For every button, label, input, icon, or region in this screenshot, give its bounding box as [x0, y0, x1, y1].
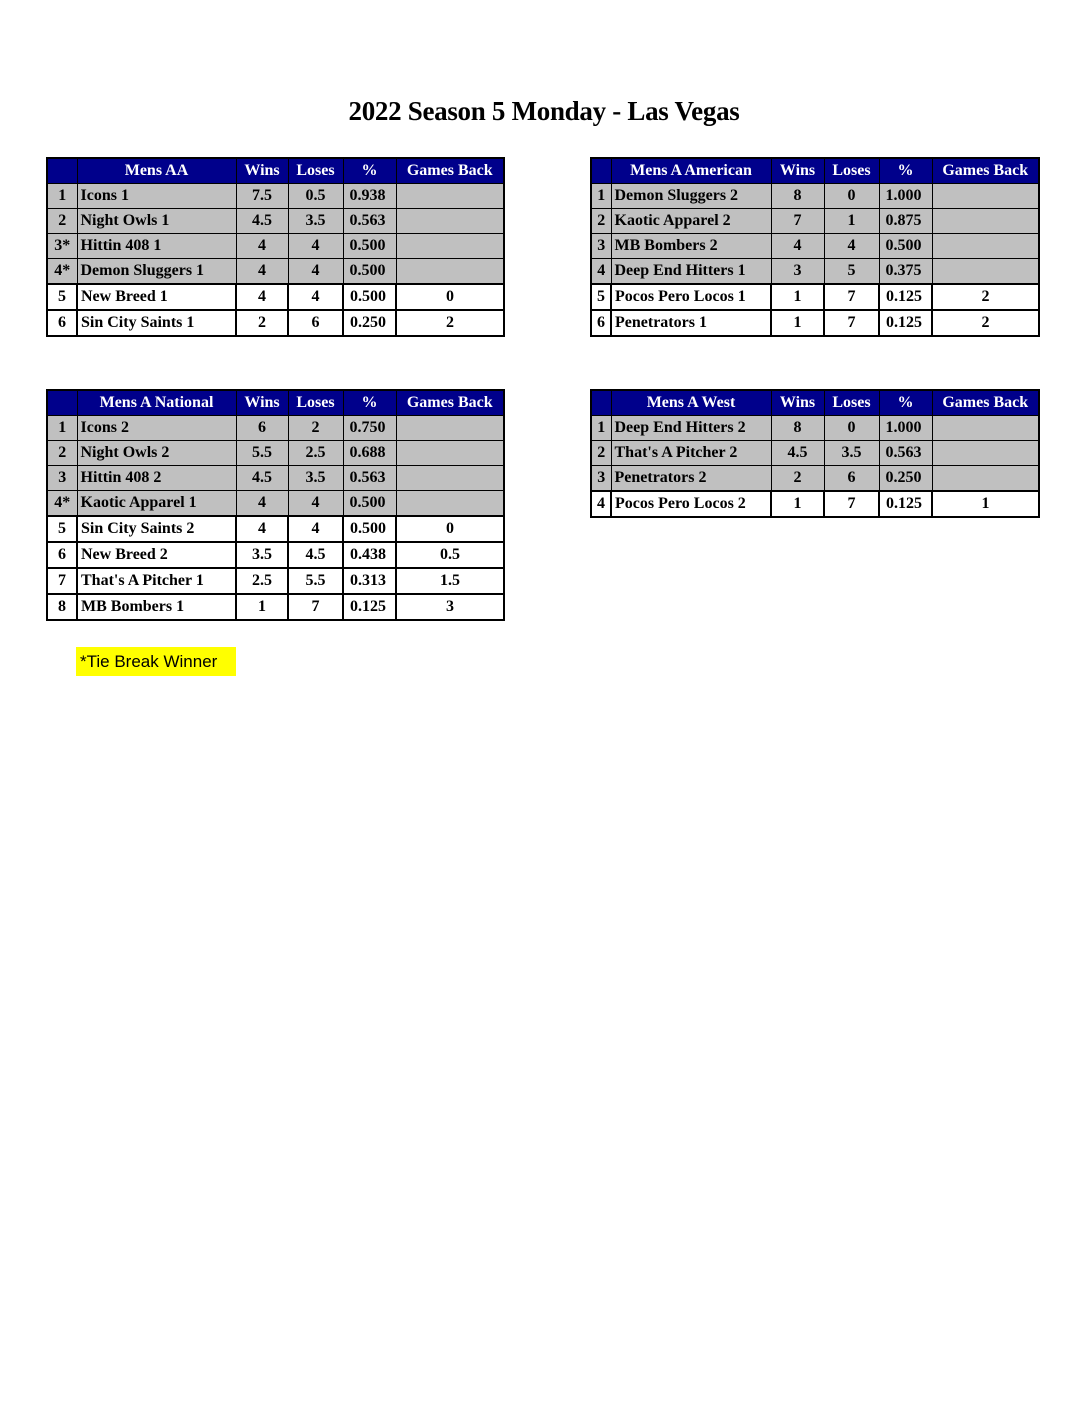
rank-cell: 3: [591, 466, 611, 492]
wins-cell: 4: [236, 259, 288, 285]
pct-cell: 0.375: [879, 259, 932, 285]
wins-header: Wins: [771, 158, 824, 184]
table-row: [47, 259, 504, 285]
wins-cell: 1: [771, 284, 824, 310]
wins-header: Wins: [236, 158, 288, 184]
pct-header: %: [879, 158, 932, 184]
games-back-cell: 0: [396, 516, 504, 542]
rank-header: [47, 390, 77, 416]
loses-cell: 6: [288, 310, 343, 336]
table-row: [47, 516, 504, 542]
games-back-cell: [932, 466, 1039, 492]
loses-cell: 5: [824, 259, 879, 285]
wins-cell: 4: [236, 284, 288, 310]
loses-cell: 6: [824, 466, 879, 492]
games-back-cell: [932, 209, 1039, 234]
loses-cell: 4.5: [288, 542, 343, 568]
wins-cell: 6: [236, 416, 288, 441]
team-name-cell: MB Bombers 2: [611, 234, 771, 259]
loses-cell: 0: [824, 416, 879, 441]
team-name-cell: Demon Sluggers 2: [611, 184, 771, 209]
games-back-cell: 0.5: [396, 542, 504, 568]
loses-cell: 4: [288, 516, 343, 542]
wins-cell: 2: [771, 466, 824, 492]
rank-cell: 1: [591, 184, 611, 209]
games-back-cell: [932, 234, 1039, 259]
team-name-cell: Hittin 408 2: [77, 466, 236, 491]
rank-cell: 2: [47, 209, 77, 234]
pct-cell: 0.125: [343, 594, 396, 620]
games-back-cell: [932, 441, 1039, 466]
rank-cell: 7: [47, 568, 77, 594]
table-row: [591, 441, 1039, 466]
games-back-header: Games Back: [932, 390, 1039, 416]
team-name-cell: Kaotic Apparel 2: [611, 209, 771, 234]
pct-header: %: [343, 158, 396, 184]
wins-cell: 4.5: [236, 209, 288, 234]
pct-cell: 0.563: [879, 441, 932, 466]
table-row: [47, 568, 504, 594]
rank-cell: 6: [47, 542, 77, 568]
games-back-cell: 2: [932, 310, 1039, 336]
table-row: [47, 234, 504, 259]
pct-cell: 0.250: [343, 310, 396, 336]
table-row: [591, 259, 1039, 285]
division-name: Mens A West: [611, 390, 771, 416]
team-name-cell: Pocos Pero Locos 2: [611, 491, 771, 517]
rank-header: [591, 390, 611, 416]
pct-cell: 0.125: [879, 310, 932, 336]
table-row: [47, 416, 504, 441]
games-back-cell: [396, 259, 504, 285]
pct-cell: 0.125: [879, 491, 932, 517]
wins-cell: 2: [236, 310, 288, 336]
table-row: [47, 310, 504, 336]
loses-header: Loses: [288, 390, 343, 416]
rank-cell: 2: [47, 441, 77, 466]
games-back-cell: [396, 491, 504, 517]
pct-cell: 0.500: [343, 516, 396, 542]
team-name-cell: Penetrators 2: [611, 466, 771, 492]
loses-cell: 2: [288, 416, 343, 441]
wins-cell: 7.5: [236, 184, 288, 209]
table-row: [591, 209, 1039, 234]
team-name-cell: That's A Pitcher 1: [77, 568, 236, 594]
pct-cell: 0.563: [343, 466, 396, 491]
loses-header: Loses: [824, 390, 879, 416]
table-header-row: [47, 390, 504, 416]
loses-cell: 0: [824, 184, 879, 209]
team-name-cell: Penetrators 1: [611, 310, 771, 336]
games-back-header: Games Back: [396, 390, 504, 416]
pct-cell: 0.938: [343, 184, 396, 209]
rank-cell: 4: [591, 259, 611, 285]
rank-cell: 5: [591, 284, 611, 310]
team-name-cell: Deep End Hitters 2: [611, 416, 771, 441]
pct-cell: 0.500: [879, 234, 932, 259]
pct-cell: 0.750: [343, 416, 396, 441]
loses-cell: 1: [824, 209, 879, 234]
games-back-cell: [396, 416, 504, 441]
loses-cell: 3.5: [288, 466, 343, 491]
wins-cell: 4.5: [236, 466, 288, 491]
wins-cell: 3: [771, 259, 824, 285]
wins-cell: 4: [236, 491, 288, 517]
rank-cell: 6: [591, 310, 611, 336]
pct-cell: 0.563: [343, 209, 396, 234]
pct-cell: 1.000: [879, 416, 932, 441]
loses-cell: 2.5: [288, 441, 343, 466]
standings-table-mens-aa: [46, 157, 505, 337]
wins-cell: 1: [236, 594, 288, 620]
team-name-cell: New Breed 1: [77, 284, 236, 310]
wins-cell: 2.5: [236, 568, 288, 594]
wins-cell: 5.5: [236, 441, 288, 466]
team-name-cell: Deep End Hitters 1: [611, 259, 771, 285]
table-row: [47, 491, 504, 517]
wins-cell: 7: [771, 209, 824, 234]
games-back-cell: [932, 184, 1039, 209]
rank-cell: 6: [47, 310, 77, 336]
division-name: Mens A National: [77, 390, 236, 416]
loses-header: Loses: [288, 158, 343, 184]
table-row: [47, 184, 504, 209]
pct-cell: 0.500: [343, 491, 396, 517]
team-name-cell: Icons 2: [77, 416, 236, 441]
loses-header: Loses: [824, 158, 879, 184]
pct-cell: 0.500: [343, 259, 396, 285]
loses-cell: 4: [288, 234, 343, 259]
rank-cell: 3*: [47, 234, 77, 259]
rank-cell: 5: [47, 284, 77, 310]
loses-cell: 7: [824, 491, 879, 517]
games-back-cell: [396, 441, 504, 466]
wins-cell: 1: [771, 491, 824, 517]
team-name-cell: MB Bombers 1: [77, 594, 236, 620]
rank-cell: 3: [47, 466, 77, 491]
pct-header: %: [343, 390, 396, 416]
games-back-cell: 3: [396, 594, 504, 620]
pct-cell: 0.875: [879, 209, 932, 234]
team-name-cell: Icons 1: [77, 184, 236, 209]
loses-cell: 7: [288, 594, 343, 620]
rank-header: [591, 158, 611, 184]
table-row: [47, 441, 504, 466]
table-row: [47, 284, 504, 310]
wins-cell: 1: [771, 310, 824, 336]
rank-cell: 1: [47, 184, 77, 209]
table-row: [591, 234, 1039, 259]
loses-cell: 3.5: [824, 441, 879, 466]
division-name: Mens A American: [611, 158, 771, 184]
loses-cell: 4: [288, 491, 343, 517]
table-row: [591, 416, 1039, 441]
games-back-cell: 2: [396, 310, 504, 336]
table-row: [47, 209, 504, 234]
loses-cell: 7: [824, 310, 879, 336]
team-name-cell: Kaotic Apparel 1: [77, 491, 236, 517]
games-back-cell: 1.5: [396, 568, 504, 594]
team-name-cell: Sin City Saints 1: [77, 310, 236, 336]
team-name-cell: Sin City Saints 2: [77, 516, 236, 542]
loses-cell: 0.5: [288, 184, 343, 209]
table-row: [591, 466, 1039, 492]
loses-cell: 7: [824, 284, 879, 310]
wins-header: Wins: [236, 390, 288, 416]
wins-cell: 4: [236, 234, 288, 259]
rank-cell: 2: [591, 441, 611, 466]
wins-header: Wins: [771, 390, 824, 416]
rank-cell: 1: [47, 416, 77, 441]
team-name-cell: Pocos Pero Locos 1: [611, 284, 771, 310]
loses-cell: 4: [288, 284, 343, 310]
pct-cell: 0.688: [343, 441, 396, 466]
team-name-cell: Night Owls 2: [77, 441, 236, 466]
loses-cell: 4: [824, 234, 879, 259]
pct-cell: 0.250: [879, 466, 932, 492]
rank-cell: 1: [591, 416, 611, 441]
rank-cell: 3: [591, 234, 611, 259]
team-name-cell: New Breed 2: [77, 542, 236, 568]
team-name-cell: That's A Pitcher 2: [611, 441, 771, 466]
pct-cell: 0.125: [879, 284, 932, 310]
games-back-cell: [932, 416, 1039, 441]
loses-cell: 5.5: [288, 568, 343, 594]
games-back-cell: 2: [932, 284, 1039, 310]
rank-cell: 4*: [47, 491, 77, 517]
wins-cell: 4: [771, 234, 824, 259]
pct-cell: 0.313: [343, 568, 396, 594]
pct-cell: 0.438: [343, 542, 396, 568]
pct-cell: 0.500: [343, 234, 396, 259]
games-back-cell: [396, 234, 504, 259]
games-back-header: Games Back: [396, 158, 504, 184]
page-title: 2022 Season 5 Monday - Las Vegas: [348, 96, 740, 126]
games-back-cell: 0: [396, 284, 504, 310]
table-row: [47, 542, 504, 568]
team-name-cell: Demon Sluggers 1: [77, 259, 236, 285]
table-row: [591, 184, 1039, 209]
rank-header: [47, 158, 77, 184]
games-back-cell: [396, 209, 504, 234]
games-back-cell: [932, 259, 1039, 285]
loses-cell: 3.5: [288, 209, 343, 234]
pct-cell: 1.000: [879, 184, 932, 209]
table-header-row: [591, 158, 1039, 184]
wins-cell: 4: [236, 516, 288, 542]
table-row: [591, 310, 1039, 336]
rank-cell: 2: [591, 209, 611, 234]
table-row: [47, 466, 504, 491]
division-name: Mens AA: [77, 158, 236, 184]
games-back-header: Games Back: [932, 158, 1039, 184]
standings-table-mens-a-west: [590, 389, 1040, 518]
table-row: [591, 284, 1039, 310]
wins-cell: 8: [771, 416, 824, 441]
games-back-cell: [396, 466, 504, 491]
wins-cell: 4.5: [771, 441, 824, 466]
team-name-cell: Hittin 408 1: [77, 234, 236, 259]
rank-cell: 5: [47, 516, 77, 542]
games-back-cell: 1: [932, 491, 1039, 517]
wins-cell: 3.5: [236, 542, 288, 568]
standings-table-mens-a-national: [46, 389, 505, 621]
table-row: [47, 594, 504, 620]
rank-cell: 4*: [47, 259, 77, 285]
rank-cell: 4: [591, 491, 611, 517]
wins-cell: 8: [771, 184, 824, 209]
loses-cell: 4: [288, 259, 343, 285]
table-row: [591, 491, 1039, 517]
standings-table-mens-a-american: [590, 157, 1040, 337]
pct-cell: 0.500: [343, 284, 396, 310]
tie-break-legend: *Tie Break Winner: [76, 647, 236, 676]
games-back-cell: [396, 184, 504, 209]
team-name-cell: Night Owls 1: [77, 209, 236, 234]
rank-cell: 8: [47, 594, 77, 620]
table-header-row: [47, 158, 504, 184]
pct-header: %: [879, 390, 932, 416]
table-header-row: [591, 390, 1039, 416]
